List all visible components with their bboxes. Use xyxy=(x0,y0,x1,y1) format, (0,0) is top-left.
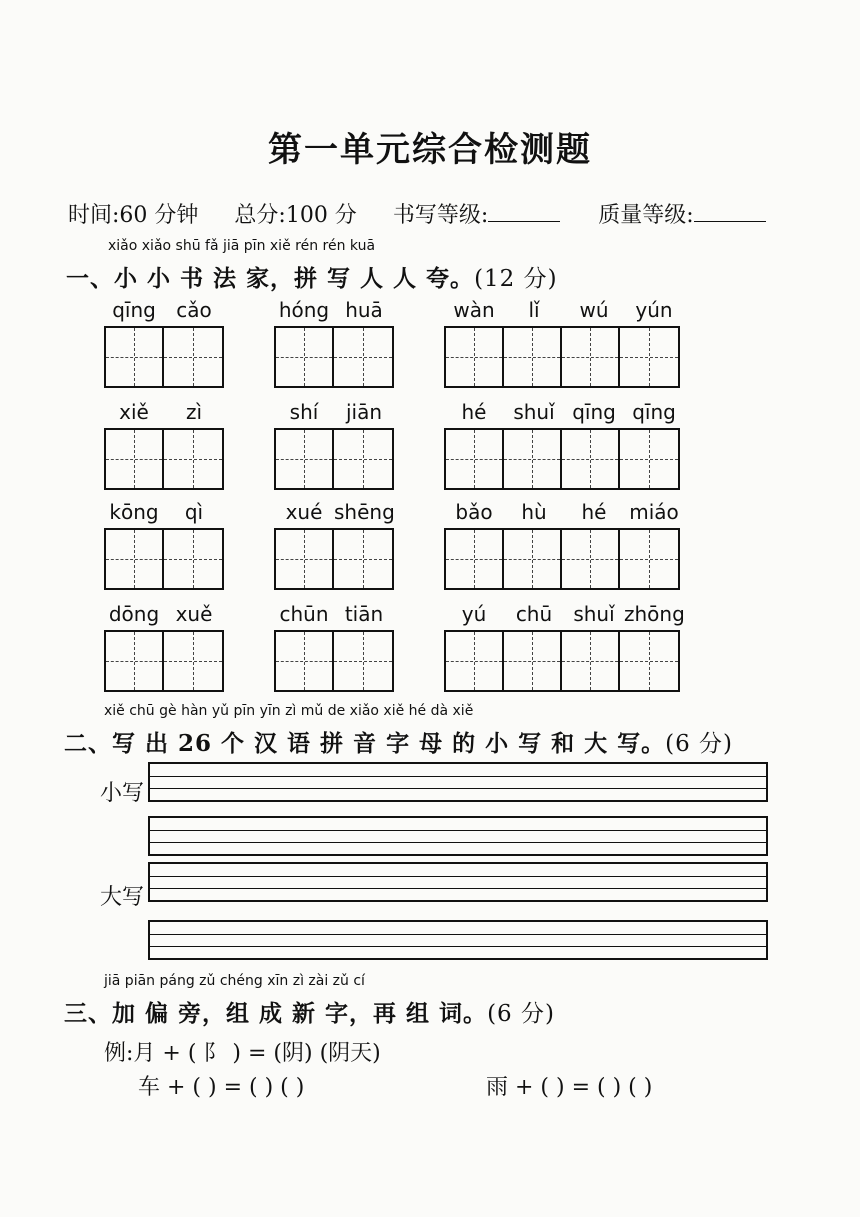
writing-cell[interactable] xyxy=(620,632,678,690)
writing-grid[interactable] xyxy=(444,428,680,490)
writing-cell[interactable] xyxy=(164,328,222,386)
writing-cell[interactable] xyxy=(164,632,222,690)
writing-grade-field[interactable] xyxy=(488,203,560,222)
writing-cell[interactable] xyxy=(620,328,678,386)
section3-heading-text: 三、加 偏 旁，组 成 新 字，再 组 词。 xyxy=(64,1000,488,1027)
word-pinyin: hé xyxy=(581,500,607,524)
time-info: 时间:60 分钟 xyxy=(68,203,199,228)
word-pinyin: huā xyxy=(345,298,383,322)
writing-grid[interactable] xyxy=(104,428,224,490)
writing-cell[interactable] xyxy=(164,530,222,588)
writing-cell[interactable] xyxy=(276,430,334,488)
question-che[interactable]: 车 + ( ) = ( ) ( ) xyxy=(138,1075,305,1100)
writing-cell[interactable] xyxy=(276,632,334,690)
writing-cell[interactable] xyxy=(562,328,620,386)
writing-cell[interactable] xyxy=(334,632,392,690)
word-pinyin: shēng xyxy=(334,500,395,524)
word-pinyin: shuǐ xyxy=(573,602,615,626)
writing-grid[interactable] xyxy=(104,528,224,590)
writing-grid[interactable] xyxy=(274,630,394,692)
writing-grade-label: 书写等级: xyxy=(392,203,489,228)
word-pinyin: qīng xyxy=(572,400,616,424)
page-title: 第一单元综合检测题 xyxy=(268,130,592,170)
writing-cell[interactable] xyxy=(562,632,620,690)
uppercase-writing-line-2[interactable] xyxy=(148,920,768,960)
word-pinyin: cǎo xyxy=(176,298,212,322)
word-pinyin: xué xyxy=(285,500,323,524)
total-score: 总分:100 分 xyxy=(234,203,357,228)
writing-grid[interactable] xyxy=(444,326,680,388)
section2-heading xyxy=(64,725,733,758)
word-pinyin: chū xyxy=(515,602,553,626)
writing-cell[interactable] xyxy=(446,328,504,386)
writing-grid[interactable] xyxy=(444,630,680,692)
uppercase-writing-line-1[interactable] xyxy=(148,862,768,902)
word-pinyin: wú xyxy=(579,298,609,322)
word-pinyin: jiān xyxy=(345,400,383,424)
lowercase-label: 小写 xyxy=(100,781,145,806)
section1-heading xyxy=(66,260,558,293)
word-pinyin: chūn xyxy=(279,602,329,626)
writing-grid[interactable] xyxy=(104,326,224,388)
writing-cell[interactable] xyxy=(334,430,392,488)
writing-cell[interactable] xyxy=(504,530,562,588)
word-pinyin: tiān xyxy=(344,602,384,626)
writing-grid[interactable] xyxy=(274,428,394,490)
writing-cell[interactable] xyxy=(562,530,620,588)
word-pinyin: hé xyxy=(461,400,487,424)
section2-pinyin: xiě chū gè hàn yǔ pīn yīn zì mǔ de xiǎo xiě hé dà xiě xyxy=(104,703,474,719)
section2-heading-text: 二、写 出 26 个 汉 语 拼 音 字 母 的 小 写 和 大 写。 xyxy=(64,730,666,757)
section3-heading xyxy=(64,995,555,1028)
writing-cell[interactable] xyxy=(620,530,678,588)
writing-cell[interactable] xyxy=(106,328,164,386)
word-pinyin: shuǐ xyxy=(513,400,555,424)
writing-cell[interactable] xyxy=(334,530,392,588)
section1-points: (12 分) xyxy=(474,266,558,292)
word-pinyin: hóng xyxy=(278,298,330,322)
writing-grid[interactable] xyxy=(444,528,680,590)
word-pinyin: hù xyxy=(521,500,547,524)
writing-cell[interactable] xyxy=(276,530,334,588)
writing-cell[interactable] xyxy=(446,430,504,488)
writing-cell[interactable] xyxy=(504,632,562,690)
section3-points: (6 分) xyxy=(487,1001,555,1027)
writing-grid[interactable] xyxy=(274,326,394,388)
word-pinyin: wàn xyxy=(453,298,495,322)
word-pinyin: lǐ xyxy=(528,298,540,322)
writing-cell[interactable] xyxy=(446,530,504,588)
writing-cell[interactable] xyxy=(446,632,504,690)
section2-points: (6 分) xyxy=(665,731,734,757)
writing-grid[interactable] xyxy=(274,528,394,590)
word-pinyin: xuě xyxy=(175,602,213,626)
writing-cell[interactable] xyxy=(504,430,562,488)
exam-meta xyxy=(68,198,766,229)
word-pinyin: zhōng xyxy=(624,602,685,626)
lowercase-writing-line-2[interactable] xyxy=(148,816,768,856)
word-pinyin: yún xyxy=(635,298,673,322)
lowercase-writing-line-1[interactable] xyxy=(148,762,768,802)
writing-cell[interactable] xyxy=(504,328,562,386)
word-pinyin: kōng xyxy=(109,500,159,524)
writing-cell[interactable] xyxy=(106,430,164,488)
writing-cell[interactable] xyxy=(106,632,164,690)
writing-cell[interactable] xyxy=(164,430,222,488)
section3-pinyin: jiā piān páng zǔ chéng xīn zì zài zǔ cí xyxy=(104,973,365,989)
word-pinyin: yú xyxy=(461,602,487,626)
quality-grade-label: 质量等级: xyxy=(598,203,694,228)
word-pinyin: qì xyxy=(184,500,204,524)
quality-grade-field[interactable] xyxy=(694,203,766,222)
example-line: 例:月 + ( 阝 ) = (阴) (阴天) xyxy=(104,1041,381,1066)
writing-cell[interactable] xyxy=(562,430,620,488)
writing-cell[interactable] xyxy=(620,430,678,488)
writing-cell[interactable] xyxy=(334,328,392,386)
word-pinyin: bǎo xyxy=(455,500,493,524)
word-pinyin: shí xyxy=(289,400,319,424)
writing-grid[interactable] xyxy=(104,630,224,692)
word-pinyin: zì xyxy=(185,400,203,424)
word-pinyin: xiě xyxy=(119,400,149,424)
uppercase-label: 大写 xyxy=(100,885,145,910)
section1-pinyin: xiǎo xiǎo shū fǎ jiā pīn xiě rén rén kuā xyxy=(108,238,376,254)
section1-heading-text: 一、小 小 书 法 家，拼 写 人 人 夸。 xyxy=(66,265,475,292)
question-yu[interactable]: 雨 + ( ) = ( ) ( ) xyxy=(486,1075,653,1100)
word-pinyin: qīng xyxy=(632,400,676,424)
word-pinyin: dōng xyxy=(108,602,160,626)
word-pinyin: qīng xyxy=(112,298,156,322)
writing-cell[interactable] xyxy=(276,328,334,386)
writing-cell[interactable] xyxy=(106,530,164,588)
word-pinyin: miáo xyxy=(629,500,679,524)
